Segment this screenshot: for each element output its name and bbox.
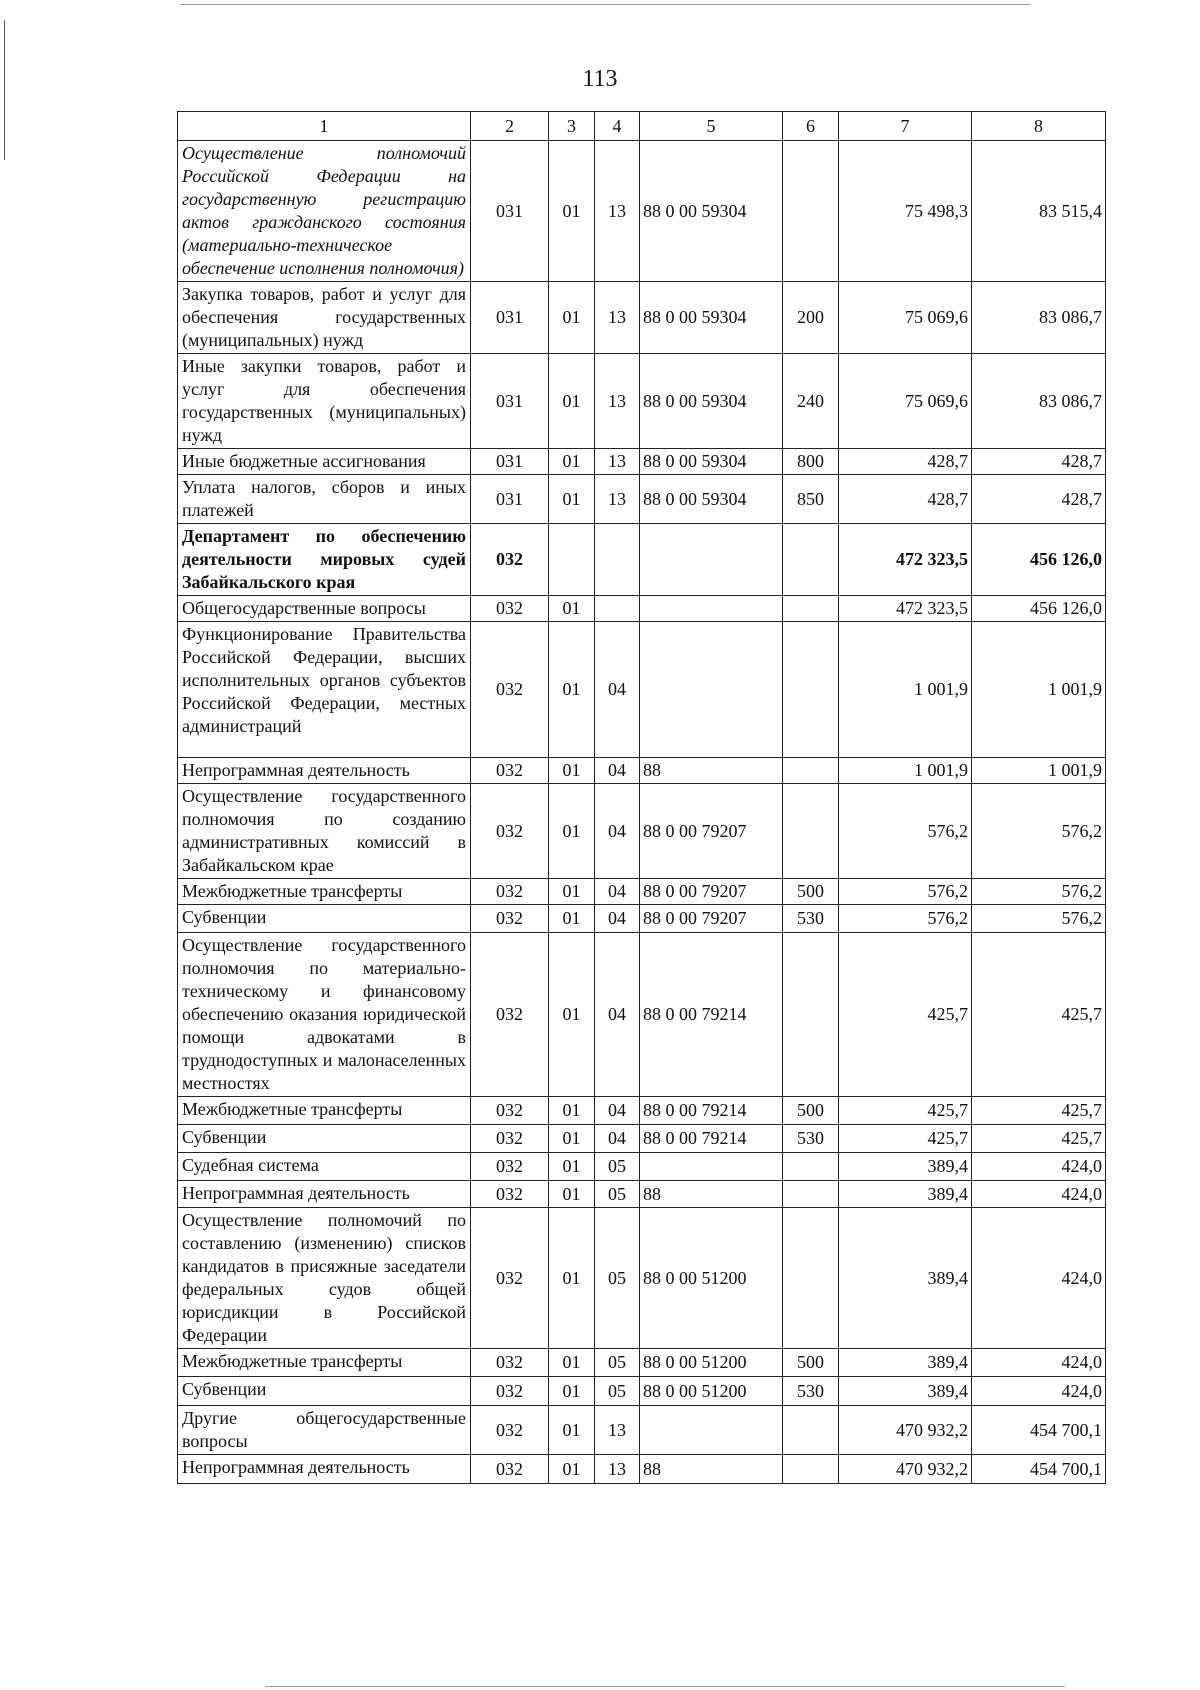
- table-row: [178, 475, 1106, 524]
- row-amount-col8: 425,7: [972, 1097, 1106, 1125]
- row-admin-code: 031: [471, 475, 549, 524]
- row-name: Иные бюджетные ассигнования: [178, 449, 471, 475]
- row-subsection: [595, 524, 640, 596]
- row-target-article: [640, 524, 783, 596]
- row-target-article: 88 0 00 59304: [640, 354, 783, 449]
- row-amount-col7: 425,7: [839, 1097, 972, 1125]
- row-target-article: [640, 1153, 783, 1181]
- scan-edge-bottom: [265, 1686, 1065, 1687]
- row-expense-type: [783, 933, 839, 1097]
- row-section: 01: [549, 596, 595, 622]
- row-subsection: 05: [595, 1349, 640, 1377]
- header-col-7: 7: [839, 112, 972, 141]
- row-subsection: 04: [595, 933, 640, 1097]
- row-target-article: 88 0 00 59304: [640, 449, 783, 475]
- row-amount-col7: 1 001,9: [839, 622, 972, 758]
- row-amount-col7: 428,7: [839, 475, 972, 524]
- table-row: [178, 1349, 1106, 1377]
- table-row: [178, 282, 1106, 354]
- row-expense-type: 200: [783, 282, 839, 354]
- row-amount-col7: 75 069,6: [839, 354, 972, 449]
- row-amount-col7: 389,4: [839, 1349, 972, 1377]
- row-amount-col7: 75 498,3: [839, 141, 972, 282]
- row-target-article: 88 0 00 79207: [640, 879, 783, 905]
- row-section: 01: [549, 1377, 595, 1406]
- row-section: 01: [549, 1125, 595, 1153]
- row-section: 01: [549, 449, 595, 475]
- row-admin-code: 032: [471, 622, 549, 758]
- row-expense-type: [783, 1153, 839, 1181]
- row-amount-col8: 428,7: [972, 449, 1106, 475]
- row-amount-col8: 1 001,9: [972, 758, 1106, 784]
- row-expense-type: [783, 524, 839, 596]
- row-admin-code: 032: [471, 1406, 549, 1455]
- row-name: Иные закупки товаров, работ и услуг для обеспечения государственных (муниципальных) нужд: [178, 354, 471, 449]
- row-name: Уплата налогов, сборов и иных платежей: [178, 475, 471, 524]
- header-col-8: 8: [972, 112, 1106, 141]
- row-subsection: 05: [595, 1181, 640, 1208]
- row-section: 01: [549, 933, 595, 1097]
- row-subsection: 04: [595, 622, 640, 758]
- page-number: 113: [582, 66, 618, 92]
- row-subsection: 13: [595, 1455, 640, 1484]
- row-name: Непрограммная деятельность: [178, 758, 471, 784]
- row-amount-col7: 470 932,2: [839, 1406, 972, 1455]
- row-amount-col7: 576,2: [839, 879, 972, 905]
- row-admin-code: 032: [471, 1455, 549, 1484]
- row-expense-type: [783, 596, 839, 622]
- row-subsection: 04: [595, 905, 640, 933]
- row-subsection: 13: [595, 282, 640, 354]
- row-target-article: 88 0 00 59304: [640, 475, 783, 524]
- row-name: Межбюджетные трансферты: [178, 879, 471, 905]
- row-section: 01: [549, 1097, 595, 1125]
- row-subsection: 13: [595, 449, 640, 475]
- row-section: 01: [549, 1208, 595, 1349]
- row-expense-type: [783, 758, 839, 784]
- scan-edge-top: [180, 4, 1030, 5]
- row-admin-code: 031: [471, 141, 549, 282]
- row-section: 01: [549, 622, 595, 758]
- row-amount-col7: 428,7: [839, 449, 972, 475]
- table-row: [178, 1125, 1106, 1153]
- row-amount-col8: 1 001,9: [972, 622, 1106, 758]
- row-amount-col8: 424,0: [972, 1153, 1106, 1181]
- row-admin-code: 032: [471, 1208, 549, 1349]
- table-row: [178, 1377, 1106, 1406]
- header-col-1: 1: [178, 112, 471, 141]
- row-amount-col8: 83 515,4: [972, 141, 1106, 282]
- row-subsection: 04: [595, 879, 640, 905]
- row-expense-type: 240: [783, 354, 839, 449]
- row-subsection: 04: [595, 784, 640, 879]
- row-section: 01: [549, 758, 595, 784]
- row-target-article: 88 0 00 59304: [640, 282, 783, 354]
- row-admin-code: 032: [471, 1377, 549, 1406]
- row-admin-code: 032: [471, 1125, 549, 1153]
- row-admin-code: 031: [471, 449, 549, 475]
- table-row: [178, 622, 1106, 758]
- row-name: Субвенции: [178, 905, 471, 933]
- row-admin-code: 032: [471, 1153, 549, 1181]
- row-section: 01: [549, 879, 595, 905]
- row-amount-col8: 424,0: [972, 1349, 1106, 1377]
- header-col-2: 2: [471, 112, 549, 141]
- table-row: [178, 1455, 1106, 1484]
- row-amount-col8: 456 126,0: [972, 524, 1106, 596]
- row-target-article: [640, 596, 783, 622]
- budget-table: [177, 111, 1106, 1484]
- row-name: Непрограммная деятельность: [178, 1181, 471, 1208]
- row-section: 01: [549, 1181, 595, 1208]
- row-name: Осуществление государственного полномочия по материально-техническому и финансовому обеспечению оказания юридической помощи адвокатами в труднодоступных и малонаселенных местностях: [178, 933, 471, 1097]
- row-subsection: 13: [595, 354, 640, 449]
- row-subsection: 13: [595, 1406, 640, 1455]
- row-admin-code: 031: [471, 354, 549, 449]
- row-expense-type: [783, 1455, 839, 1484]
- row-target-article: 88: [640, 758, 783, 784]
- row-amount-col8: 424,0: [972, 1181, 1106, 1208]
- row-name: Непрограммная деятельность: [178, 1455, 471, 1484]
- header-col-5: 5: [640, 112, 783, 141]
- row-expense-type: 800: [783, 449, 839, 475]
- row-admin-code: 032: [471, 1181, 549, 1208]
- row-expense-type: 850: [783, 475, 839, 524]
- row-amount-col8: 576,2: [972, 905, 1106, 933]
- row-amount-col7: 472 323,5: [839, 596, 972, 622]
- row-section: 01: [549, 905, 595, 933]
- row-amount-col7: 425,7: [839, 1125, 972, 1153]
- table-row: [178, 879, 1106, 905]
- row-name: Другие общегосударственные вопросы: [178, 1406, 471, 1455]
- row-amount-col8: 425,7: [972, 1125, 1106, 1153]
- header-col-6: 6: [783, 112, 839, 141]
- row-amount-col8: 454 700,1: [972, 1406, 1106, 1455]
- row-amount-col8: 456 126,0: [972, 596, 1106, 622]
- row-amount-col8: 425,7: [972, 933, 1106, 1097]
- row-admin-code: 032: [471, 784, 549, 879]
- row-name: Осуществление полномочий Российской Федерации на государственную регистрацию актов гражданского состояния (материально-техническое обеспечение исполнения полномочия): [178, 141, 471, 282]
- row-name: Межбюджетные трансферты: [178, 1097, 471, 1125]
- row-admin-code: 032: [471, 1349, 549, 1377]
- table-row: [178, 1181, 1106, 1208]
- row-amount-col8: 576,2: [972, 784, 1106, 879]
- row-amount-col7: 576,2: [839, 905, 972, 933]
- row-target-article: 88 0 00 51200: [640, 1377, 783, 1406]
- row-name: Судебная система: [178, 1153, 471, 1181]
- row-amount-col7: 389,4: [839, 1208, 972, 1349]
- table-row: [178, 524, 1106, 596]
- row-expense-type: 500: [783, 879, 839, 905]
- row-subsection: [595, 596, 640, 622]
- row-admin-code: 032: [471, 758, 549, 784]
- row-name: Осуществление государственного полномочия по созданию административных комиссий в Забайкальском крае: [178, 784, 471, 879]
- row-amount-col7: 472 323,5: [839, 524, 972, 596]
- row-expense-type: 530: [783, 905, 839, 933]
- row-amount-col7: 389,4: [839, 1181, 972, 1208]
- table-row: [178, 354, 1106, 449]
- row-target-article: 88 0 00 79207: [640, 784, 783, 879]
- row-section: 01: [549, 475, 595, 524]
- row-subsection: 13: [595, 141, 640, 282]
- row-amount-col7: 576,2: [839, 784, 972, 879]
- row-target-article: [640, 622, 783, 758]
- row-name: Субвенции: [178, 1377, 471, 1406]
- row-target-article: 88: [640, 1455, 783, 1484]
- row-expense-type: 500: [783, 1349, 839, 1377]
- header-col-4: 4: [595, 112, 640, 141]
- row-section: 01: [549, 1153, 595, 1181]
- header-col-3: 3: [549, 112, 595, 141]
- row-amount-col7: 470 932,2: [839, 1455, 972, 1484]
- row-target-article: 88 0 00 59304: [640, 141, 783, 282]
- row-subsection: 13: [595, 475, 640, 524]
- row-expense-type: 530: [783, 1125, 839, 1153]
- table-row: [178, 1097, 1106, 1125]
- row-target-article: 88 0 00 79214: [640, 933, 783, 1097]
- table-row: [178, 933, 1106, 1097]
- row-section: 01: [549, 1406, 595, 1455]
- row-expense-type: [783, 141, 839, 282]
- row-expense-type: [783, 1181, 839, 1208]
- row-subsection: 04: [595, 1125, 640, 1153]
- row-section: 01: [549, 354, 595, 449]
- row-target-article: 88 0 00 51200: [640, 1349, 783, 1377]
- row-admin-code: 032: [471, 933, 549, 1097]
- row-target-article: 88 0 00 79207: [640, 905, 783, 933]
- row-amount-col7: 389,4: [839, 1377, 972, 1406]
- row-name: Закупка товаров, работ и услуг для обеспечения государственных (муниципальных) нужд: [178, 282, 471, 354]
- table-row: [178, 1406, 1106, 1455]
- row-name: Субвенции: [178, 1125, 471, 1153]
- row-expense-type: [783, 622, 839, 758]
- row-name: Межбюджетные трансферты: [178, 1349, 471, 1377]
- row-target-article: 88 0 00 51200: [640, 1208, 783, 1349]
- row-expense-type: [783, 1406, 839, 1455]
- row-target-article: 88: [640, 1181, 783, 1208]
- row-name: Общегосударственные вопросы: [178, 596, 471, 622]
- row-subsection: 05: [595, 1377, 640, 1406]
- row-expense-type: 500: [783, 1097, 839, 1125]
- row-subsection: 05: [595, 1153, 640, 1181]
- row-target-article: 88 0 00 79214: [640, 1125, 783, 1153]
- row-amount-col8: 83 086,7: [972, 282, 1106, 354]
- table-row: [178, 1153, 1106, 1181]
- table-row: [178, 596, 1106, 622]
- row-section: 01: [549, 141, 595, 282]
- row-admin-code: 032: [471, 1097, 549, 1125]
- row-section: 01: [549, 1349, 595, 1377]
- row-subsection: 04: [595, 758, 640, 784]
- table-row: [178, 905, 1106, 933]
- row-target-article: [640, 1406, 783, 1455]
- row-name: Осуществление полномочий по составлению (изменению) списков кандидатов в присяжные заседатели федеральных судов общей юрисдикции в Российской Федерации: [178, 1208, 471, 1349]
- row-expense-type: [783, 784, 839, 879]
- table-row: [178, 758, 1106, 784]
- row-amount-col8: 576,2: [972, 879, 1106, 905]
- row-target-article: 88 0 00 79214: [640, 1097, 783, 1125]
- row-amount-col8: 424,0: [972, 1208, 1106, 1349]
- row-admin-code: 032: [471, 596, 549, 622]
- table-row: [178, 141, 1106, 282]
- row-amount-col8: 424,0: [972, 1377, 1106, 1406]
- row-amount-col8: 428,7: [972, 475, 1106, 524]
- table-row: [178, 1208, 1106, 1349]
- row-section: 01: [549, 784, 595, 879]
- row-subsection: 05: [595, 1208, 640, 1349]
- row-amount-col8: 454 700,1: [972, 1455, 1106, 1484]
- row-admin-code: 032: [471, 524, 549, 596]
- row-section: 01: [549, 1455, 595, 1484]
- row-subsection: 04: [595, 1097, 640, 1125]
- row-name: Департамент по обеспечению деятельности мировых судей Забайкальского края: [178, 524, 471, 596]
- row-amount-col7: 425,7: [839, 933, 972, 1097]
- table-row: [178, 784, 1106, 879]
- row-amount-col8: 83 086,7: [972, 354, 1106, 449]
- row-admin-code: 032: [471, 905, 549, 933]
- row-section: [549, 524, 595, 596]
- row-expense-type: [783, 1208, 839, 1349]
- row-expense-type: 530: [783, 1377, 839, 1406]
- table-row: [178, 449, 1106, 475]
- row-admin-code: 032: [471, 879, 549, 905]
- row-name: Функционирование Правительства Российской Федерации, высших исполнительных органов субъектов Российской Федерации, местных администраций: [178, 622, 471, 758]
- row-admin-code: 031: [471, 282, 549, 354]
- row-amount-col7: 75 069,6: [839, 282, 972, 354]
- table-header-row: [178, 112, 1106, 141]
- row-section: 01: [549, 282, 595, 354]
- row-amount-col7: 389,4: [839, 1153, 972, 1181]
- row-amount-col7: 1 001,9: [839, 758, 972, 784]
